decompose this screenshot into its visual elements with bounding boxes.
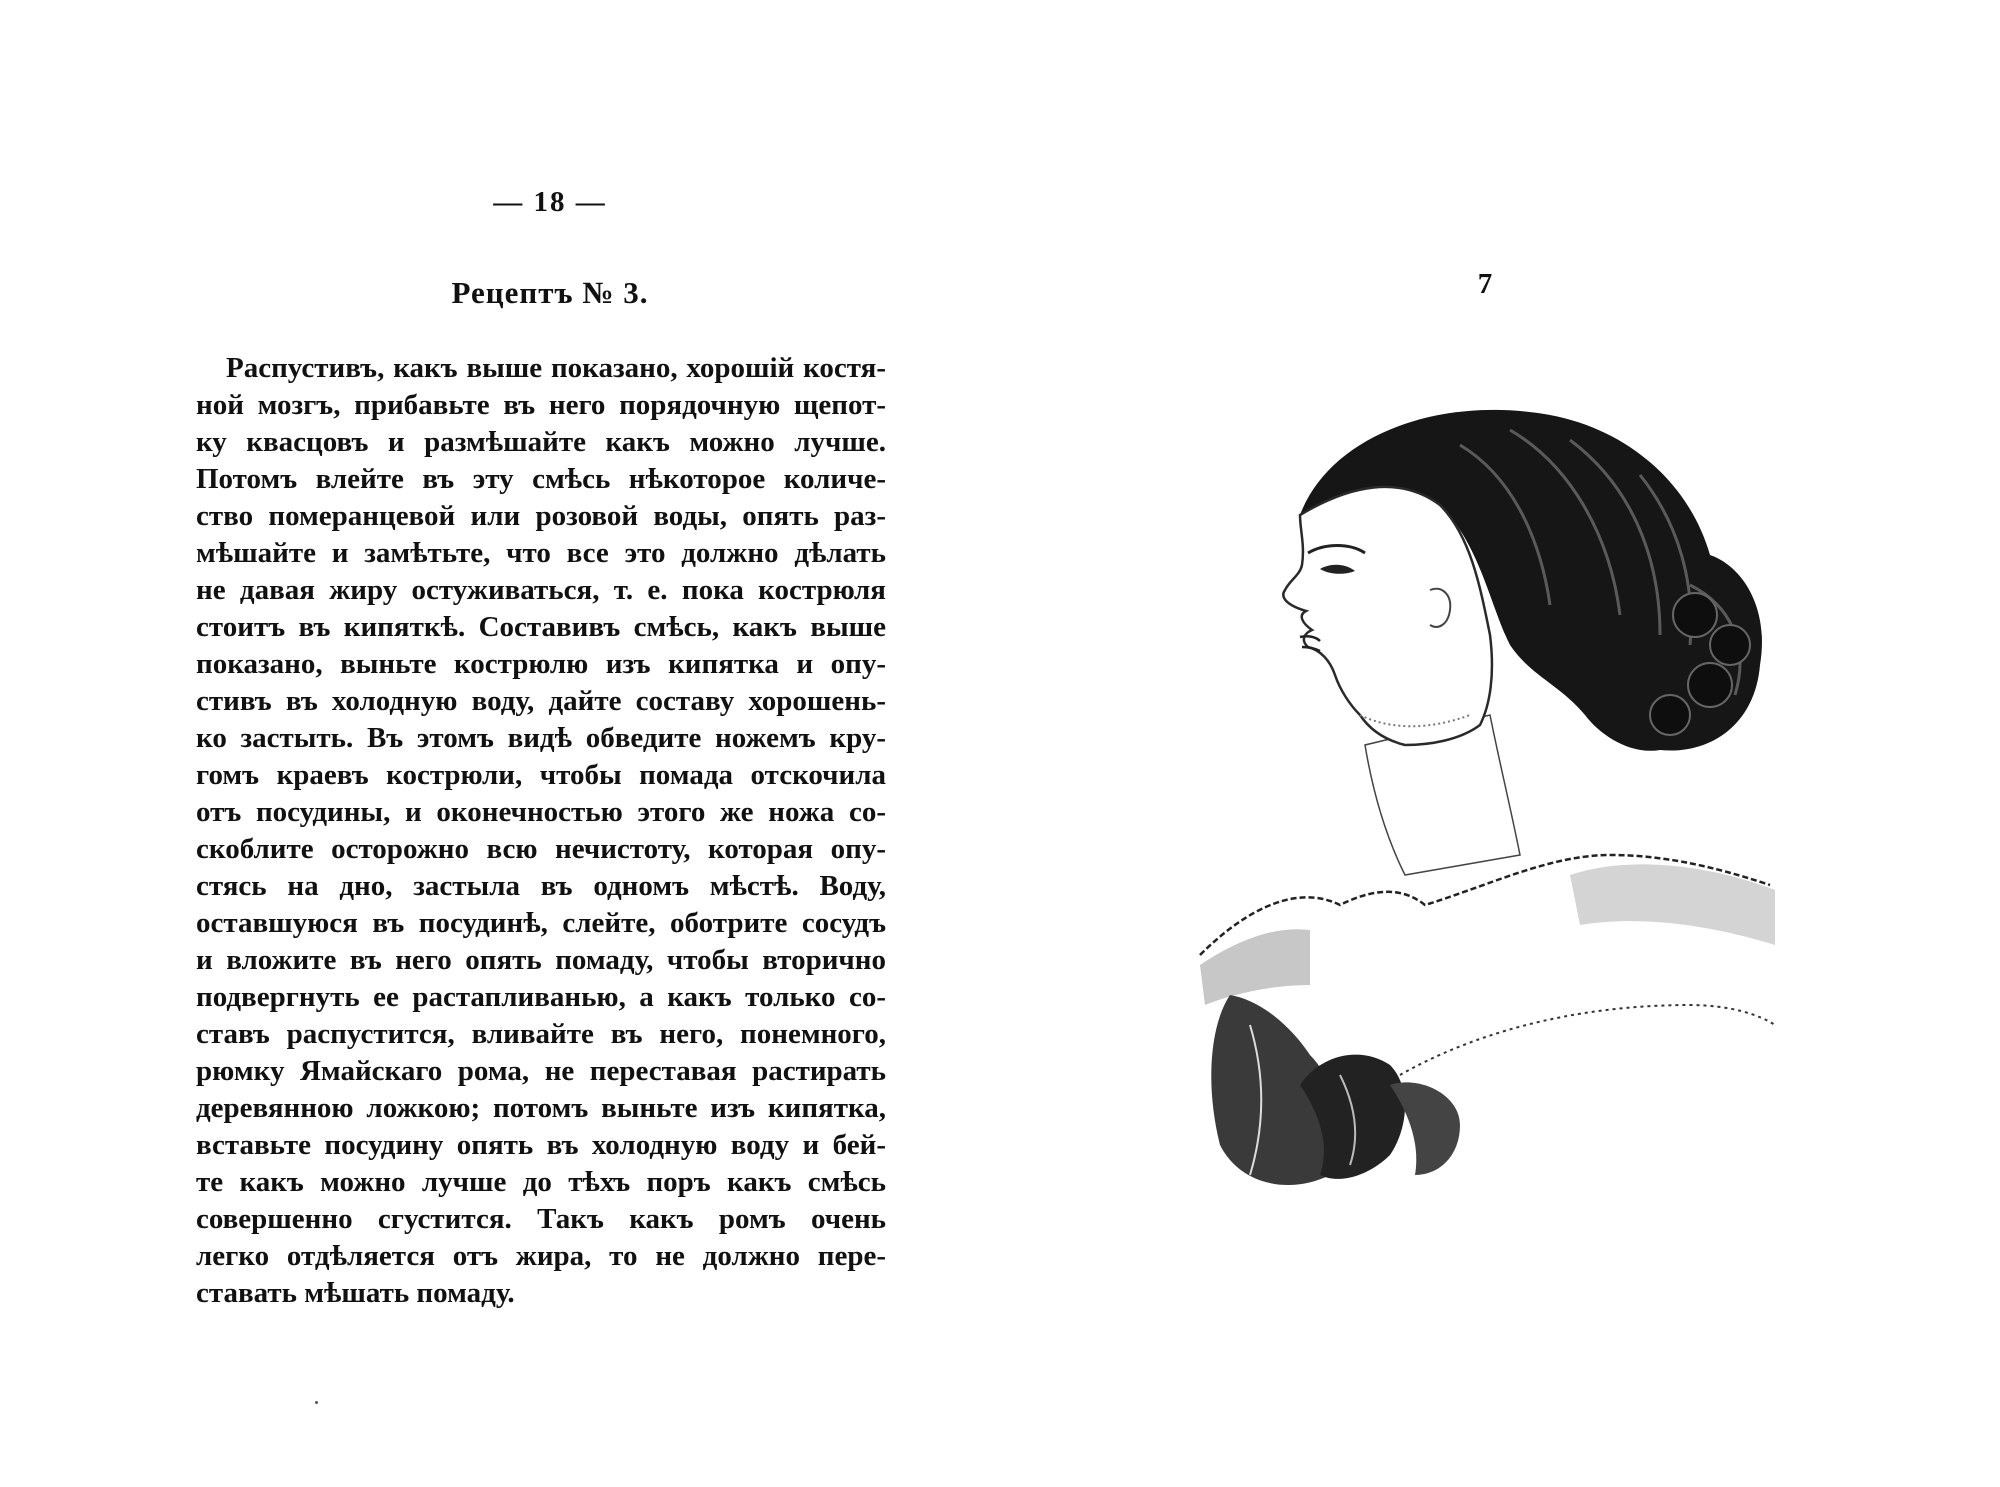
text-line: стивъ въ холодную воду, дайте составу хорошень-	[196, 685, 886, 717]
text-line: вставьте посудину опять въ холодную воду и бей-	[196, 1129, 886, 1161]
text-line: оставшуюся въ посудинѣ, слейте, оботрите сосудъ	[196, 907, 886, 939]
text-line: стясь на дно, застыла въ одномъ мѣстѣ. Воду,	[196, 870, 886, 902]
text-line: гомъ краевъ кострюли, чтобы помада отскочила	[196, 759, 886, 791]
text-line: подвергнуть ее растапливанью, а какъ только со-	[196, 981, 886, 1013]
text-line: Распустивъ, какъ выше показано, хорошій костя-	[226, 352, 886, 384]
text-line: ку квасцовъ и размѣшайте какъ можно лучше.	[196, 426, 886, 458]
recipe-body-text	[196, 350, 886, 1312]
text-line: не давая жиру остуживаться, т. е. пока кострюля	[196, 574, 886, 606]
bow-ornament	[1211, 995, 1460, 1185]
right-page	[1000, 0, 2000, 1487]
text-line: стоитъ въ кипяткѣ. Составивъ смѣсь, какъ выше	[196, 611, 886, 643]
text-line: те какъ можно лучше до тѣхъ поръ какъ смѣсь	[196, 1166, 886, 1198]
text-line: отъ посудины, и оконечностью этого же ножа со-	[196, 796, 886, 828]
plate-number: 7	[1477, 268, 1493, 300]
print-speck	[315, 1401, 318, 1404]
text-line: ставать мѣшать помаду.	[196, 1277, 515, 1309]
bodice-edge-right	[1400, 1005, 1775, 1075]
text-line: показано, выньте кострюлю изъ кипятка и опу-	[196, 648, 886, 680]
text-line: Потомъ влейте въ эту смѣсь нѣкоторое количе-	[196, 463, 886, 495]
text-line: ко застыть. Въ этомъ видѣ обведите ножемъ кру-	[196, 722, 886, 754]
portrait-engraving	[1190, 385, 1780, 1215]
page-number: — 18 —	[493, 186, 607, 218]
text-line: мѣшайте и замѣтьте, что все это должно дѣлать	[196, 537, 886, 569]
text-line: ной мозгъ, прибавьте въ него порядочную щепот-	[196, 389, 886, 421]
text-line: рюмку Ямайскаго рома, не переставая растирать	[196, 1055, 886, 1087]
text-line: деревянною ложкою; потомъ выньте изъ кипятка,	[196, 1092, 886, 1124]
text-line: ставъ распустится, вливайте въ него, понемного,	[196, 1018, 886, 1050]
text-line: и вложите въ него опять помаду, чтобы вторично	[196, 944, 886, 976]
text-line: легко отдѣляется отъ жира, то не должно пере-	[196, 1240, 886, 1272]
text-line: ство померанцевой или розовой воды, опять раз-	[196, 500, 886, 532]
recipe-title: Рецептъ № 3.	[451, 275, 649, 310]
text-line: скоблите осторожно всю нечистоту, которая опу-	[196, 833, 886, 865]
text-line: совершенно сгустится. Такъ какъ ромъ очень	[196, 1203, 886, 1235]
